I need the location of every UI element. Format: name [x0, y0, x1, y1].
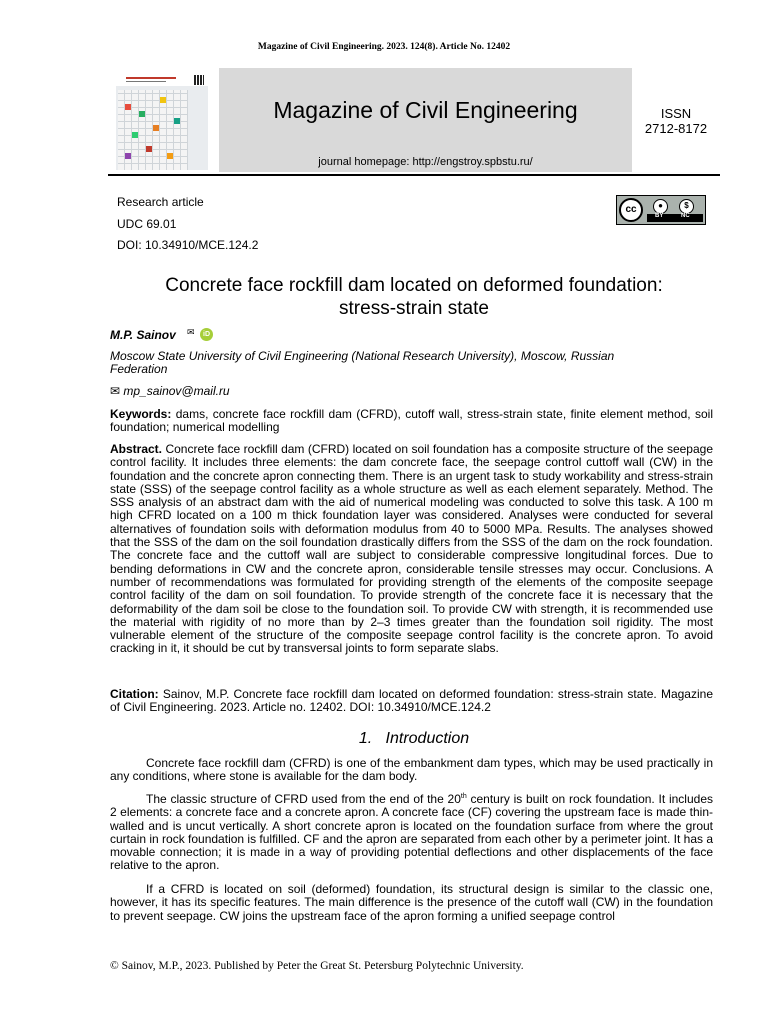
citation-label: Citation:	[110, 687, 159, 701]
orcid-icon[interactable]: iD	[200, 328, 213, 341]
keywords-label: Keywords:	[110, 407, 172, 421]
by-label: BY	[655, 213, 664, 219]
section-heading	[108, 730, 720, 748]
article-type: Research article	[117, 195, 204, 209]
intro-paragraph-1: Concrete face rockfill dam (CFRD) is one of the embankment dam types, which may be used practically in any conditions, where stone is available for the dam body.	[110, 756, 713, 784]
cc-license-badge[interactable]	[616, 195, 706, 225]
author-email-row	[110, 385, 230, 398]
section-title: Introduction	[385, 730, 470, 747]
issn-number: 2712-8172	[644, 121, 708, 136]
citation-text: Sainov, M.P. Concrete face rockfill dam located on deformed foundation: stress-strain state. Magazine of Civil Engineering. 2023. Article no. 12402. DOI: 10.34910/MCE.124.2	[110, 687, 713, 715]
license-strip	[647, 214, 703, 222]
udc: UDC 69.01	[117, 217, 177, 231]
nc-label: NC	[681, 213, 690, 219]
envelope-icon: ✉	[110, 384, 124, 398]
running-head: Magazine of Civil Engineering. 2023. 124(8). Article No. 12402	[257, 42, 511, 52]
copyright-footer: © Sainov, M.P., 2023. Published by Peter the Great St. Petersburg Polytechnic University.	[110, 960, 524, 972]
article-title	[108, 274, 720, 320]
keywords	[110, 408, 713, 435]
author-email[interactable]: mp_sainov@mail.ru	[123, 384, 230, 398]
cc-icon: cc	[619, 198, 643, 222]
journal-title: Magazine of Civil Engineering	[273, 97, 578, 123]
author-name: M.P. Sainov	[110, 328, 176, 342]
cover-building-photo	[118, 90, 188, 170]
corresponding-mail-icon: ✉	[187, 327, 195, 337]
issn-block	[632, 106, 720, 136]
article-title-line-1: Concrete face rockfill dam located on deformed foundation:	[165, 275, 663, 296]
person-icon: ●	[653, 199, 668, 214]
issn-label: ISSN	[660, 106, 692, 121]
citation	[110, 688, 713, 715]
header-rule	[108, 174, 720, 176]
intro-paragraph-2: The classic structure of CFRD used from the end of the 20th century is built on rock foundation. It includes 2 elements: a concrete face and a concrete apron. A concrete face (CF) covering the upstream face is made thin-walled and is uncut vertically. A short concrete apron is located on the foundation surface from where the grout curtain in rock foundation is fulfilled. CF and the apron are separated from each other by a perimeter joint. It has a movable connection; it is made in a way of providing potential deflections and other displacements of the face relative to the apron.	[110, 792, 713, 873]
journal-cover-image	[116, 74, 208, 170]
abstract	[110, 443, 713, 656]
keywords-text: dams, concrete face rockfill dam (CFRD), cutoff wall, stress-strain state, finite element method, soil foundation; numerical modelling	[110, 407, 713, 435]
section-number: 1.	[358, 730, 373, 747]
cover-banner	[116, 74, 208, 86]
journal-homepage[interactable]: journal homepage: http://engstroy.spbstu.ru/	[318, 156, 533, 168]
abstract-label: Abstract.	[110, 442, 163, 456]
qr-code-icon	[194, 75, 204, 85]
author-affiliation: Moscow State University of Civil Engineering (National Research University), Moscow, Russian Federation	[110, 349, 615, 377]
article-title-line-2: stress-strain state	[339, 298, 489, 319]
doi[interactable]: DOI: 10.34910/MCE.124.2	[117, 238, 259, 252]
abstract-text: Concrete face rockfill dam (CFRD) located on soil foundation has a composite structure of the seepage control facility. It includes three elements: the dam concrete face, the seepage control cuttoff wall (CW) in the foundation and the concrete apron connecting them. There is an urgent task to study workability and stress-strain state (SSS) of the seepage control facility as a whole structure as well as each element separately. Method. The SSS analysis of an abstract dam with the aid of numerical modeling was conducted to solve this task. A 100 m high CFRD located on a 100 m thick foundation layer was considered. Analyses were conducted for several alternatives of foundation soils with deformation modulus from 40 to 5000 MPa. Results. The analyses showed that the SSS of the dam on the soil foundation drastically differs from the SSS of the dam on the rock foundation. The concrete face and the cuttoff wall are subject to considerable compressive longitudinal forces. Due to bending deformations in CW and the concrete apron, considerable tensile stresses may occur. Conclusions. A number of recommendations was formulated for providing strength of the elements of the composite seepage control facility of the dam on soil foundation. To provide strength of the concrete face it is necessary that the deformability of the dam soil be close to the foundation soil. To provide CW with strength, it is recommended use the material with rigidity of no more than by 2–3 times greater than the foundation soil rigidity. The most vulnerable element of the structure of the composite seepage control facility is the concrete apron. To avoid cracking in it, it should be cut by transversal joints to form separate slabs.	[110, 442, 713, 656]
intro-paragraph-3: If a CFRD is located on soil (deformed) foundation, its structural design is similar to the classic one, however, it has its specific features. The main difference is the presence of the cutoff wall (CW) in the foundation to prevent seepage. CW joins the upstream face of the apron forming a unified seepage control	[110, 882, 713, 923]
no-dollar-icon: $	[679, 199, 694, 214]
